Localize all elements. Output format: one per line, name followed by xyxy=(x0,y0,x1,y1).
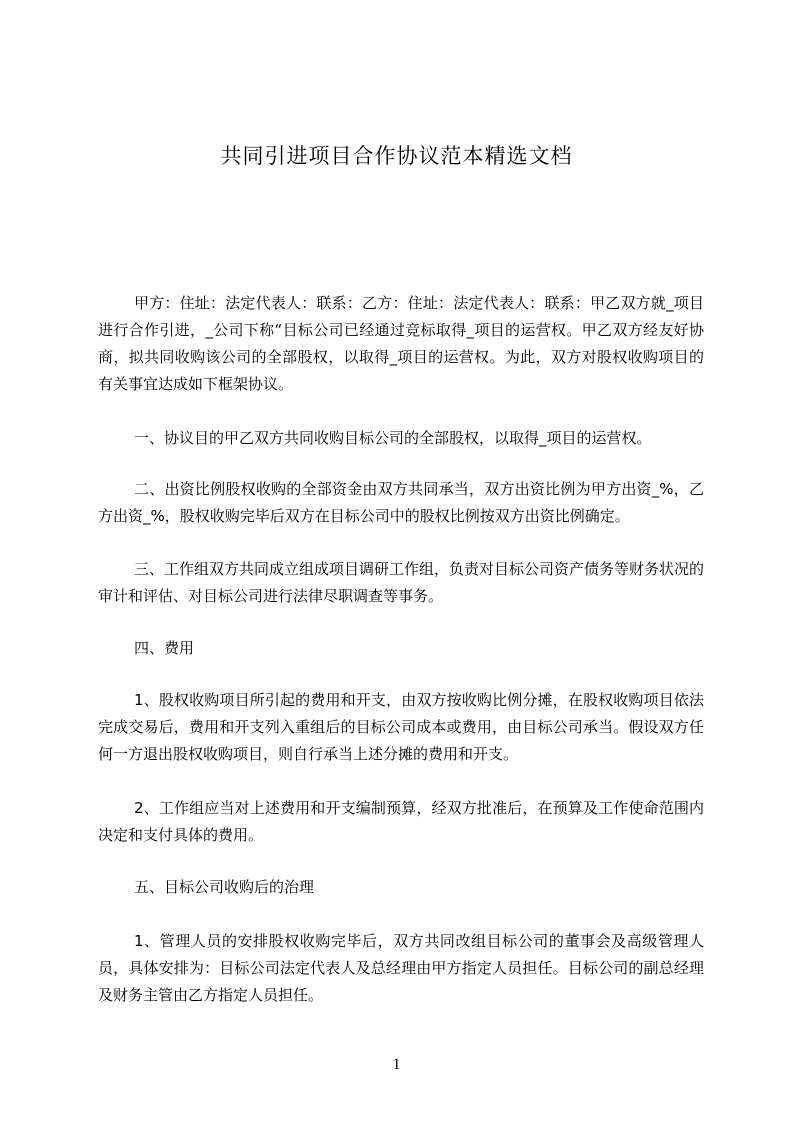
page-number: 1 xyxy=(392,1056,401,1073)
paragraph-section-5-item-1: 1、管理人员的安排股权收购完毕后，双方共同改组目标公司的董事会及高级管理人员，具体安排为：目标公司法定代表人及总经理由甲方指定人员担任。目标公司的副总经理及财务主管由乙方指定人员担任。 xyxy=(98,932,704,1004)
paragraph-section-4-item-2: 2、工作组应当对上述费用和开支编制预算，经双方批准后，在预算及工作使命范围内决定和支付具体的费用。 xyxy=(98,799,704,844)
heading-section-5: 五、目标公司收购后的治理 xyxy=(134,878,315,896)
paragraph-section-4-item-1: 1、股权收购项目所引起的费用和开支，由双方按收购比例分摊，在股权收购项目依法完成交易后，费用和开支列入重组后的目标公司成本或费用，由目标公司承当。假设双方任何一方退出股权收购项目，则自行承当上述分摊的费用和开支。 xyxy=(98,691,704,763)
page-title: 共同引进项目合作协议范本精选文档 xyxy=(220,144,573,168)
paragraph-section-2: 二、出资比例股权收购的全部资金由双方共同承当，双方出资比例为甲方出资_%，乙方出资_%，股权收购完毕后双方在目标公司中的股权比例按双方出资比例确定。 xyxy=(98,480,704,525)
paragraph-section-3: 三、工作组双方共同成立组成项目调研工作组，负责对目标公司资产债务等财务状况的审计和评估、对目标公司进行法律尽职调查等事务。 xyxy=(98,560,705,605)
paragraph-section-1: 一、协议目的甲乙双方共同收购目标公司的全部股权，以取得_项目的运营权。 xyxy=(134,429,652,447)
heading-section-4: 四、费用 xyxy=(134,639,195,657)
paragraph-preamble: 甲方：住址：法定代表人：联系：乙方：住址：法定代表人：联系：甲乙双方就_项目进行合作引进，_公司下称“目标公司已经通过竞标取得_项目的运营权。甲乙双方经友好协商，拟共同收购该公司的全部股权，以取得_项目的运营权。为此，双方对股权收购项目的有关事宜达成如下框架协议。 xyxy=(98,294,704,393)
